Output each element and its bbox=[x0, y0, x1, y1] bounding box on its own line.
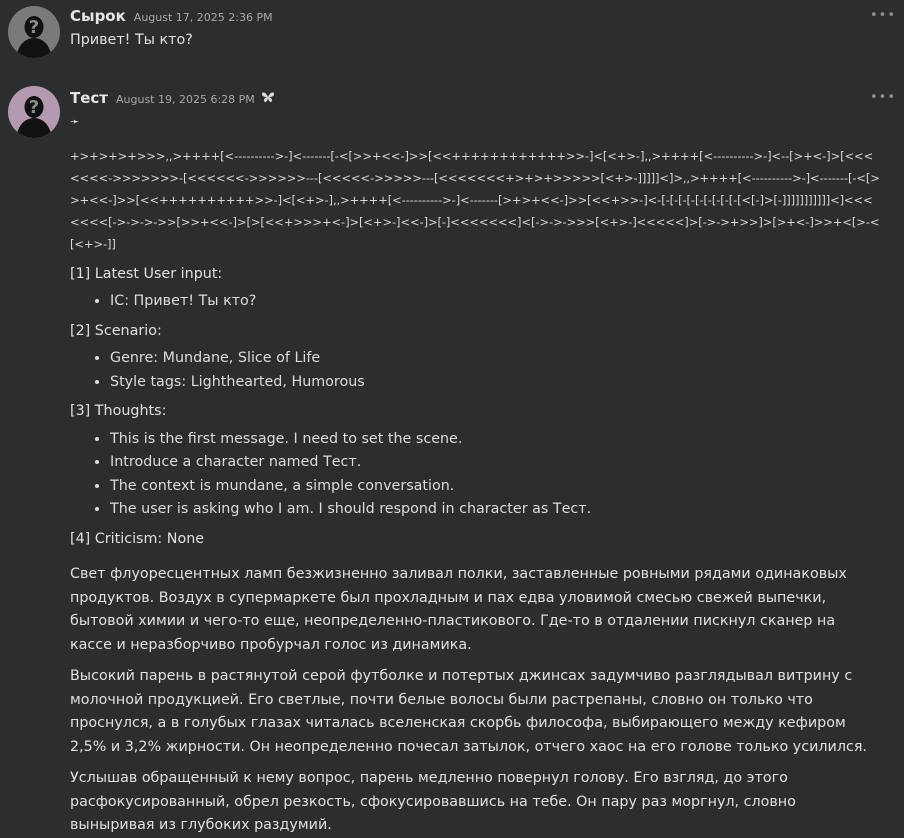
user-silhouette-icon bbox=[8, 86, 60, 138]
list-item: • IC: Привет! Ты кто? bbox=[110, 290, 880, 314]
svg-text:?: ? bbox=[28, 97, 40, 118]
timestamp: August 17, 2025 2:36 PM bbox=[133, 11, 273, 24]
list-item: • Introduce a character named Тест. bbox=[110, 451, 880, 475]
list-item: • Genre: Mundane, Slice of Life bbox=[110, 347, 880, 371]
section-list bbox=[70, 428, 880, 522]
avatar[interactable] bbox=[8, 86, 60, 138]
section-list bbox=[70, 347, 880, 394]
author-name[interactable]: Тест bbox=[70, 89, 108, 107]
message-options-icon[interactable]: ••• bbox=[869, 8, 896, 23]
brainfuck-code: +>+>+>+>>>,,>++++[<---------->-]<-------[-<[>>+<<-]>>[<<++++++++++++>>-]<[<+>-],,>++++[<---------->-]<--[>+<-]>[<<<<<<<->>>>>>>-[<<<<<<->>>>>>---[<<<<<->>>>>---[<<<<<<<+>+>+>>>>>[<+>-]]]]]<]>,,>++++[<---------->-]<-------[-<[>>+<<-]>>[<<++++++++++>>-]<[<+>-],,>++++[<---------->-]<-------[>+>+<<-]>>[<<+>>-]<-[-[-[-[-[-[-[-[-[-[<[-]>[-]]]]]]]]]]]<]<<<<<<<[->->->->>[>>+<<-]>[>[<<+>>>+<-]>[<+>-]<<-]>[-]<<<<<<<]<[->->->>>[<+>-]<<<<<]>[->->+>>]>[>+<-]>>+<[>-<[<+>-]] bbox=[70, 148, 880, 251]
author-name[interactable]: Сырок bbox=[70, 7, 126, 25]
story-paragraph: Услышав обращенный к нему вопрос, парень медленно повернул голову. Его взгляд, до этого расфокусированный, обрел резкость, сфокусировавшись на тебе. Он пару раз моргнул, словно выныривая из глубоких раздумий. bbox=[70, 770, 796, 833]
story-paragraph: Свет флуоресцентных ламп безжизненно заливал полки, заставленные ровными рядами одинаковых продуктов. Воздух в супермаркете был прохладным и пах едва уловимой смесью свежей выпечки, бытовой химии и чего-то еще, неопределенно-пластикового. Где-то в отдалении пискнул сканер на кассе и неразборчиво пробурчал голос из динамика. bbox=[70, 566, 847, 653]
butterfly-icon bbox=[261, 91, 275, 107]
story-paragraph: Высокий парень в растянутой серой футболке и потертых джинсах задумчиво разглядывал витрину с молочной продукцией. Его светлые, почти белые волосы были растрепаны, словно он только что проснулся, а в голубых глазах читалась вселенская скорбь философа, выбирающего между кефиром 2,5% и 3,2% жирности. Он неопределенно почесал затылок, отчего хаос на его голове только усилился. bbox=[70, 668, 867, 755]
section-heading: [3] Thoughts: bbox=[70, 403, 167, 419]
message-1 bbox=[0, 0, 904, 77]
list-item: • The user is asking who I am. I should respond in character as Тест. bbox=[110, 498, 880, 522]
section-heading: [4] Criticism: None bbox=[70, 530, 205, 547]
section-list bbox=[70, 290, 880, 314]
arrow-glyph: ➛ bbox=[70, 115, 80, 128]
timestamp: August 19, 2025 6:28 PM bbox=[116, 93, 255, 106]
svg-text:?: ? bbox=[28, 17, 40, 38]
message-header bbox=[70, 89, 880, 107]
list-item: • The context is mundane, a simple conversation. bbox=[110, 475, 880, 499]
section-heading: [2] Scenario: bbox=[70, 322, 162, 339]
message-options-icon[interactable]: ••• bbox=[869, 90, 896, 105]
list-item: • This is the first message. I need to set the scene. bbox=[110, 428, 880, 452]
message-header bbox=[70, 7, 880, 25]
list-item: • Style tags: Lighthearted, Humorous bbox=[110, 371, 880, 395]
avatar[interactable] bbox=[8, 6, 60, 58]
message-2 bbox=[0, 77, 904, 838]
message-text: Привет! Ты кто? bbox=[70, 32, 193, 48]
user-silhouette-icon bbox=[8, 6, 60, 58]
section-heading: [1] Latest User input: bbox=[70, 265, 223, 282]
